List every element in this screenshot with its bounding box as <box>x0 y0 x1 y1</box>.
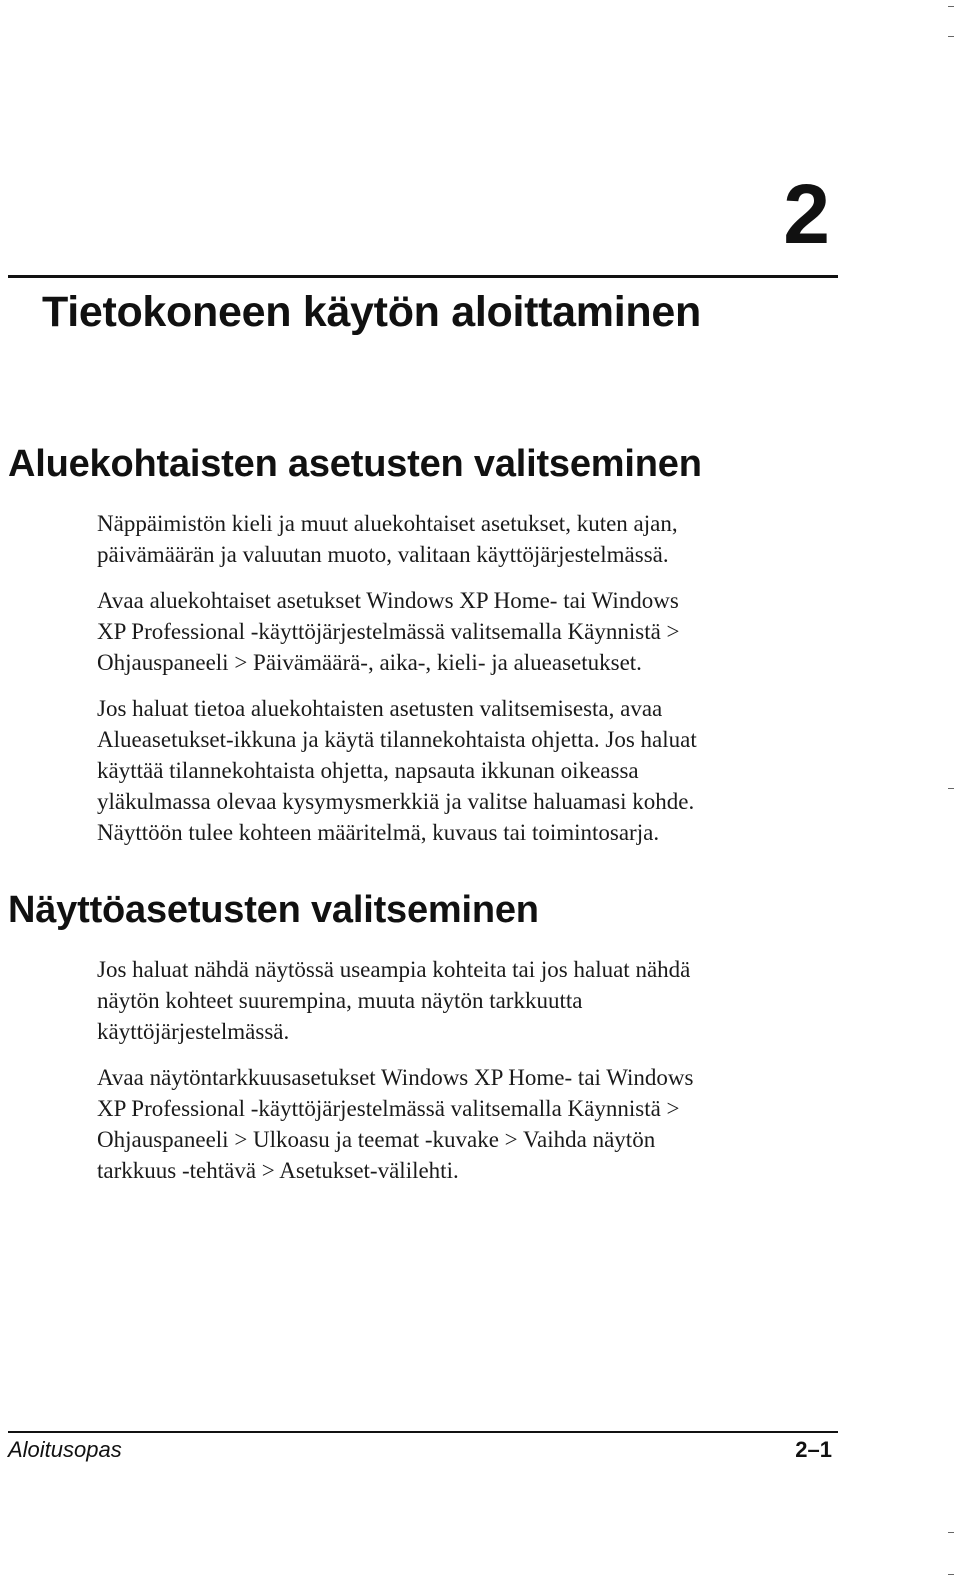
paragraph <box>97 954 832 1047</box>
chapter-title: Tietokoneen käytön aloittaminen <box>42 288 701 336</box>
paragraph-line: yläkulmassa olevaa kysymysmerkkiä ja valitse haluamasi kohde. <box>97 789 695 814</box>
paragraph <box>97 585 832 678</box>
chapter-number: 2 <box>783 167 830 261</box>
footer-book-title: Aloitusopas <box>8 1437 122 1462</box>
paragraph-line: XP Professional -käyttöjärjestelmässä valitsemalla Käynnistä > <box>97 1096 680 1121</box>
footer-rule <box>8 1431 838 1433</box>
paragraph <box>97 1062 832 1186</box>
paragraph-line: Avaa näytöntarkkuusasetukset Windows XP Home- tai Windows <box>97 1065 694 1090</box>
section-heading-display-settings: Näyttöasetusten valitseminen <box>8 889 539 931</box>
paragraph <box>97 693 832 848</box>
paragraph-line: Jos haluat nähdä näytössä useampia kohteita tai jos haluat nähdä <box>97 957 691 982</box>
paragraph-line: XP Professional -käyttöjärjestelmässä valitsemalla Käynnistä > <box>97 619 680 644</box>
paragraph-line: Näyttöön tulee kohteen määritelmä, kuvaus tai toimintosarja. <box>97 820 660 845</box>
crop-mark <box>948 1574 954 1575</box>
footer-page-number: 2–1 <box>795 1437 832 1462</box>
paragraph-line: näytön kohteet suurempina, muuta näytön tarkkuutta <box>97 988 583 1013</box>
paragraph-line: Alueasetukset-ikkuna ja käytä tilannekohtaista ohjetta. Jos haluat <box>97 727 697 752</box>
paragraph <box>97 508 832 570</box>
paragraph-line: käyttää tilannekohtaista ohjetta, napsauta ikkunan oikeassa <box>97 758 639 783</box>
paragraph-line: Jos haluat tietoa aluekohtaisten asetusten valitsemisesta, avaa <box>97 696 663 721</box>
section-heading-regional-settings: Aluekohtaisten asetusten valitseminen <box>8 443 702 485</box>
paragraph-line: Näppäimistön kieli ja muut aluekohtaiset asetukset, kuten ajan, <box>97 511 678 536</box>
paragraph-line: päivämäärän ja valuutan muoto, valitaan käyttöjärjestelmässä. <box>97 542 669 567</box>
paragraph-line: tarkkuus -tehtävä > Asetukset-välilehti. <box>97 1158 459 1183</box>
crop-mark <box>948 6 954 7</box>
paragraph-line: Ohjauspaneeli > Ulkoasu ja teemat -kuvake > Vaihda näytön <box>97 1127 656 1152</box>
paragraph-line: Ohjauspaneeli > Päivämäärä-, aika-, kieli- ja alueasetukset. <box>97 650 642 675</box>
crop-mark <box>948 1532 954 1533</box>
chapter-rule <box>8 275 838 278</box>
crop-mark <box>948 788 954 789</box>
paragraph-line: Avaa aluekohtaiset asetukset Windows XP Home- tai Windows <box>97 588 679 613</box>
crop-mark <box>948 36 954 37</box>
paragraph-line: käyttöjärjestelmässä. <box>97 1019 290 1044</box>
